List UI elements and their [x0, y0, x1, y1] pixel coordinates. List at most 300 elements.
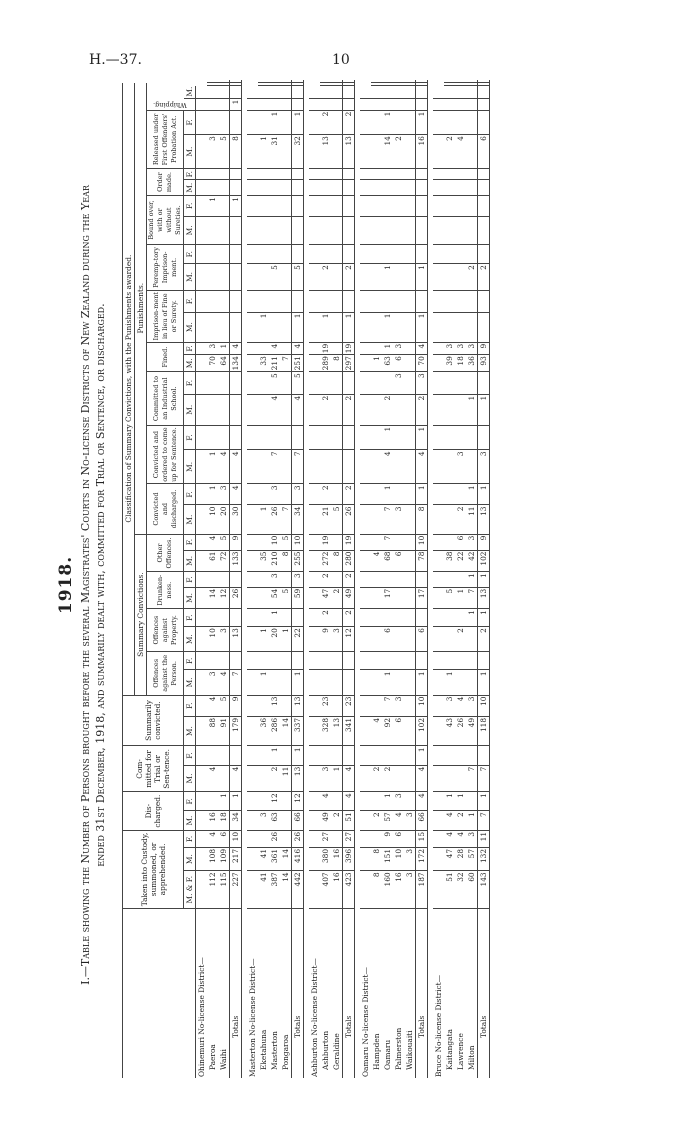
value-cell: 1 — [258, 627, 269, 652]
value-cell: 1 — [455, 792, 466, 811]
value-cell: 4 — [218, 670, 230, 695]
empty-cell — [360, 450, 371, 484]
value-cell — [371, 342, 382, 354]
value-cell: 5 — [269, 372, 280, 394]
value-cell — [343, 450, 355, 484]
empty-cell — [360, 394, 371, 425]
empty-cell — [247, 98, 258, 110]
value-cell: 10 — [269, 534, 280, 550]
other-offences-header: Other Offences. — [147, 534, 184, 572]
value-cell: 14 — [207, 587, 218, 608]
value-cell: 3 — [218, 484, 230, 505]
rotated-table-page — [50, 80, 690, 1090]
empty-cell — [360, 695, 371, 716]
value-cell: 1 — [478, 670, 490, 695]
f-header: F. — [184, 372, 196, 394]
court-name: Ashburton — [320, 1030, 330, 1070]
value-cell — [416, 169, 428, 180]
totals-row — [478, 80, 490, 1078]
value-cell — [258, 83, 269, 86]
value-cell — [478, 83, 490, 86]
empty-cell — [433, 86, 444, 98]
value-cell: 7 — [280, 355, 292, 372]
value-cell: 2 — [320, 264, 331, 290]
empty-cell — [433, 372, 444, 394]
value-cell: 134 — [230, 356, 240, 371]
value-cell: 3 — [393, 792, 404, 811]
value-cell: 70 — [207, 355, 218, 372]
empty-cell — [360, 290, 371, 312]
empty-cell — [360, 135, 371, 169]
value-cell — [280, 245, 292, 264]
empty-cell — [360, 716, 371, 745]
value-cell — [207, 216, 218, 245]
value-cell — [230, 83, 242, 86]
empty-cell — [196, 609, 208, 627]
value-cell — [393, 670, 404, 695]
value-cell: 42 — [466, 550, 478, 572]
value-cell: 1 — [258, 135, 269, 169]
value-cell — [478, 245, 490, 264]
value-cell — [466, 110, 478, 135]
f-header: F. — [184, 169, 196, 180]
value-cell: 6 — [218, 830, 230, 847]
value-cell: 4 — [343, 765, 355, 792]
value-cell: 1 — [478, 572, 490, 587]
m-header: M. — [184, 587, 196, 608]
value-cell — [258, 792, 269, 811]
value-cell — [280, 746, 292, 765]
empty-cell — [247, 135, 258, 169]
empty-cell — [247, 811, 258, 831]
empty-cell — [309, 180, 320, 196]
empty-cell — [309, 169, 320, 180]
value-cell — [455, 80, 466, 83]
value-cell — [258, 264, 269, 290]
m-header: M. — [184, 716, 196, 745]
value-cell: 51 — [343, 811, 355, 831]
empty-cell — [360, 652, 371, 670]
value-cell: 8 — [280, 550, 292, 572]
value-cell: 1 — [444, 670, 455, 695]
empty-cell — [247, 765, 258, 792]
value-cell — [280, 135, 292, 169]
value-cell: 5 — [218, 135, 230, 169]
value-cell — [382, 372, 393, 394]
value-cell — [331, 135, 343, 169]
m-header: M. — [184, 312, 196, 342]
value-cell: 1 — [416, 312, 428, 342]
value-cell — [382, 652, 393, 670]
value-cell — [404, 98, 416, 110]
value-cell: 4 — [292, 394, 304, 425]
value-cell — [292, 196, 304, 217]
m-header: M. — [184, 394, 196, 425]
value-cell: 8 — [230, 135, 242, 169]
value-cell: 5 — [280, 587, 292, 608]
empty-cell — [309, 587, 320, 608]
value-cell — [404, 550, 416, 572]
value-cell — [382, 216, 393, 245]
value-cell: 143 — [478, 871, 490, 909]
empty-cell — [309, 534, 320, 550]
value-cell: 5 — [292, 372, 304, 394]
value-cell — [455, 670, 466, 695]
value-cell — [207, 609, 218, 627]
value-cell: 4 — [416, 792, 428, 811]
value-cell: 66 — [416, 811, 428, 831]
value-cell — [292, 609, 304, 627]
value-cell — [444, 652, 455, 670]
value-cell — [207, 80, 218, 83]
value-cell — [343, 652, 355, 670]
value-cell: 1 — [382, 264, 393, 290]
value-cell: 3 — [444, 695, 455, 716]
table-row — [207, 80, 218, 1078]
value-cell: 1 — [416, 110, 428, 135]
value-cell: 108 — [207, 847, 218, 870]
value-cell — [393, 765, 404, 792]
value-cell — [320, 670, 331, 695]
value-cell: 6 — [393, 716, 404, 745]
f-header: F. — [184, 484, 196, 505]
value-cell: 26 — [269, 830, 280, 847]
value-cell — [280, 670, 292, 695]
value-cell — [258, 746, 269, 765]
value-cell — [444, 196, 455, 217]
value-cell — [320, 372, 331, 394]
empty-cell — [360, 169, 371, 180]
value-cell: 1 — [478, 609, 490, 627]
table-title — [78, 80, 108, 1090]
empty-cell — [309, 746, 320, 765]
value-cell: 2 — [320, 572, 331, 587]
empty-cell — [196, 312, 208, 342]
value-cell: 4 — [455, 830, 466, 847]
value-cell — [207, 169, 218, 180]
value-cell — [343, 670, 355, 695]
value-cell — [371, 652, 382, 670]
value-cell: 11 — [280, 765, 292, 792]
value-cell — [371, 86, 382, 98]
value-cell: 16 — [207, 811, 218, 831]
value-cell: 10 — [207, 627, 218, 652]
empty-cell — [247, 652, 258, 670]
empty-cell — [247, 716, 258, 745]
summary-convictions-header: Summary Convictions. — [135, 534, 147, 695]
value-cell: 1 — [416, 425, 428, 450]
value-cell — [343, 83, 355, 86]
value-cell: 26 — [269, 505, 280, 534]
district-heading-row — [247, 80, 258, 1078]
value-cell: 38 — [444, 550, 455, 572]
empty-cell — [196, 264, 208, 290]
value-cell: 7 — [466, 765, 478, 792]
value-cell — [218, 98, 230, 110]
empty-cell — [309, 372, 320, 394]
value-cell: 3 — [455, 342, 466, 354]
empty-cell — [247, 670, 258, 695]
value-cell: 11 — [478, 830, 490, 847]
empty-cell — [196, 110, 208, 135]
value-cell: 8 — [416, 505, 428, 534]
table-year: 1918. — [56, 555, 76, 615]
value-cell: 6 — [416, 627, 428, 652]
value-cell — [444, 505, 455, 534]
value-cell: 3 — [444, 342, 455, 354]
value-cell — [320, 450, 331, 484]
first-offenders-header: Released under First Offenders' Probation Act. — [147, 110, 184, 168]
value-cell: 2 — [343, 264, 355, 290]
empty-cell — [360, 264, 371, 290]
empty-cell — [196, 98, 208, 110]
totals-label: Totals — [343, 909, 355, 1079]
value-cell — [292, 290, 304, 312]
value-cell — [455, 264, 466, 290]
value-cell — [455, 765, 466, 792]
value-cell — [258, 830, 269, 847]
empty-cell — [247, 196, 258, 217]
empty-cell — [360, 765, 371, 792]
value-cell: 3 — [466, 695, 478, 716]
court-name: Pongaroa — [280, 1034, 290, 1070]
value-cell — [207, 652, 218, 670]
value-cell — [258, 80, 269, 83]
value-cell — [230, 372, 242, 394]
empty-cell — [196, 135, 208, 169]
value-cell — [280, 180, 292, 196]
value-cell — [207, 372, 218, 394]
value-cell: 2 — [320, 609, 331, 627]
f-header: F. — [184, 196, 196, 217]
value-cell — [331, 80, 343, 83]
m-header: M. — [184, 550, 196, 572]
value-cell — [258, 169, 269, 180]
value-cell — [218, 765, 230, 792]
value-cell: 1 — [292, 746, 304, 765]
value-cell: 7 — [382, 505, 393, 534]
value-cell — [393, 425, 404, 450]
table-row — [218, 80, 230, 1078]
district-name: Oamaru No-license District— — [360, 967, 370, 1077]
value-cell — [269, 80, 280, 83]
empty-cell — [196, 550, 208, 572]
value-cell: 7 — [292, 450, 304, 484]
value-cell: 172 — [416, 847, 428, 870]
value-cell: 1 — [230, 196, 242, 217]
value-cell — [371, 372, 382, 394]
value-cell — [371, 80, 382, 83]
value-cell — [404, 505, 416, 534]
empty-cell — [196, 86, 208, 98]
value-cell: 1 — [382, 312, 393, 342]
empty-cell — [309, 550, 320, 572]
value-cell: 10 — [416, 534, 428, 550]
value-cell — [258, 290, 269, 312]
value-cell: 3 — [455, 450, 466, 484]
empty-cell — [433, 505, 444, 534]
value-cell: 36 — [258, 716, 269, 745]
value-cell — [320, 80, 331, 83]
value-cell: 2 — [455, 811, 466, 831]
value-cell: 7 — [382, 534, 393, 550]
value-cell — [416, 245, 428, 264]
value-cell — [416, 216, 428, 245]
district-name: Ashburton No-license District— — [309, 958, 319, 1077]
district-heading-row — [360, 80, 371, 1078]
value-cell — [280, 425, 292, 450]
value-cell — [478, 290, 490, 312]
value-cell: 33 — [258, 355, 269, 372]
value-cell — [371, 110, 382, 135]
empty-cell — [309, 110, 320, 135]
value-cell: 251 — [292, 356, 302, 371]
convicted-header: Summarily convicted. — [123, 695, 184, 746]
value-cell — [478, 180, 490, 196]
value-cell: 3 — [207, 135, 218, 169]
value-cell — [280, 312, 292, 342]
empty-cell — [196, 425, 208, 450]
value-cell: 11 — [466, 505, 478, 534]
value-cell — [393, 450, 404, 484]
empty-cell — [433, 746, 444, 765]
value-cell — [280, 98, 292, 110]
value-cell — [444, 746, 455, 765]
value-cell — [292, 169, 304, 180]
value-cell — [207, 264, 218, 290]
value-cell — [455, 312, 466, 342]
value-cell — [466, 312, 478, 342]
table-row — [404, 80, 416, 1078]
value-cell — [280, 484, 292, 505]
empty-cell — [433, 811, 444, 831]
value-cell: 4 — [416, 342, 428, 354]
value-cell: 1 — [416, 264, 428, 290]
value-cell: 1 — [320, 312, 331, 342]
value-cell: 12 — [343, 627, 355, 652]
value-cell: 3 — [404, 871, 416, 909]
discharged-header: Dis-charged. — [123, 792, 184, 831]
value-cell — [404, 342, 416, 354]
value-cell: 23 — [320, 695, 331, 716]
value-cell: 51 — [444, 871, 455, 909]
value-cell — [320, 83, 331, 86]
value-cell: 49 — [466, 716, 478, 745]
empty-cell — [360, 572, 371, 587]
empty-cell — [360, 505, 371, 534]
empty-cell — [309, 394, 320, 425]
empty-cell — [309, 871, 320, 909]
value-cell: 8 — [371, 847, 382, 870]
value-cell: 6 — [393, 550, 404, 572]
value-cell: 3 — [269, 484, 280, 505]
totals-label: Totals — [478, 909, 490, 1079]
f-header: F. — [184, 695, 196, 716]
value-cell — [280, 372, 292, 394]
value-cell: 3 — [292, 484, 304, 505]
value-cell — [280, 83, 292, 86]
value-cell: 2 — [455, 505, 466, 534]
empty-cell — [360, 792, 371, 811]
value-cell — [444, 534, 455, 550]
empty-cell — [309, 572, 320, 587]
whipping-header — [147, 98, 196, 110]
whipping-header-label: Whipping. — [152, 100, 187, 109]
value-cell — [404, 264, 416, 290]
come-up-for-sentence-header: Convicted and ordered to come up for Sentence. — [147, 425, 184, 484]
value-cell — [371, 670, 382, 695]
value-cell — [331, 609, 343, 627]
value-cell — [444, 450, 455, 484]
value-cell — [292, 180, 304, 196]
empty-cell — [247, 871, 258, 909]
fined-header: Fined. — [147, 342, 184, 372]
value-cell: 1 — [218, 342, 230, 354]
value-cell: 16 — [416, 135, 428, 169]
value-cell: 1 — [466, 572, 478, 587]
value-cell — [444, 180, 455, 196]
value-cell: 41 — [258, 847, 269, 870]
value-cell — [466, 652, 478, 670]
value-cell — [393, 290, 404, 312]
value-cell — [258, 86, 269, 98]
value-cell: 6 — [393, 830, 404, 847]
value-cell — [331, 830, 343, 847]
value-cell: 72 — [218, 550, 230, 572]
value-cell — [371, 450, 382, 484]
value-cell — [343, 290, 355, 312]
court-name: Eketahuna — [258, 1029, 268, 1070]
value-cell: 442 — [292, 871, 304, 909]
value-cell — [444, 372, 455, 394]
value-cell — [207, 394, 218, 425]
value-cell — [393, 98, 404, 110]
value-cell: 2 — [343, 609, 355, 627]
empty-cell — [196, 505, 208, 534]
value-cell — [382, 86, 393, 98]
value-cell: 1 — [478, 792, 490, 811]
value-cell — [455, 245, 466, 264]
value-cell: 416 — [292, 847, 304, 870]
value-cell: 4 — [371, 716, 382, 745]
value-cell: 118 — [478, 716, 490, 745]
value-cell: 30 — [230, 505, 242, 534]
value-cell — [320, 216, 331, 245]
value-cell — [382, 80, 393, 83]
value-cell — [478, 98, 490, 110]
empty-cell — [433, 290, 444, 312]
value-cell — [404, 169, 416, 180]
value-cell: 3 — [404, 847, 416, 870]
empty-cell — [360, 609, 371, 627]
value-cell: 1 — [258, 670, 269, 695]
value-cell — [258, 110, 269, 135]
value-cell — [230, 394, 242, 425]
value-cell: 10 — [207, 505, 218, 534]
value-cell — [280, 342, 292, 354]
value-cell: 6 — [478, 135, 490, 169]
value-cell — [404, 196, 416, 217]
value-cell — [416, 652, 428, 670]
value-cell: 1 — [292, 312, 304, 342]
value-cell — [207, 792, 218, 811]
value-cell — [393, 627, 404, 652]
value-cell — [343, 80, 355, 83]
district-header-blank — [123, 909, 196, 1079]
value-cell — [455, 83, 466, 86]
m-header: M. — [184, 670, 196, 695]
value-cell — [444, 312, 455, 342]
